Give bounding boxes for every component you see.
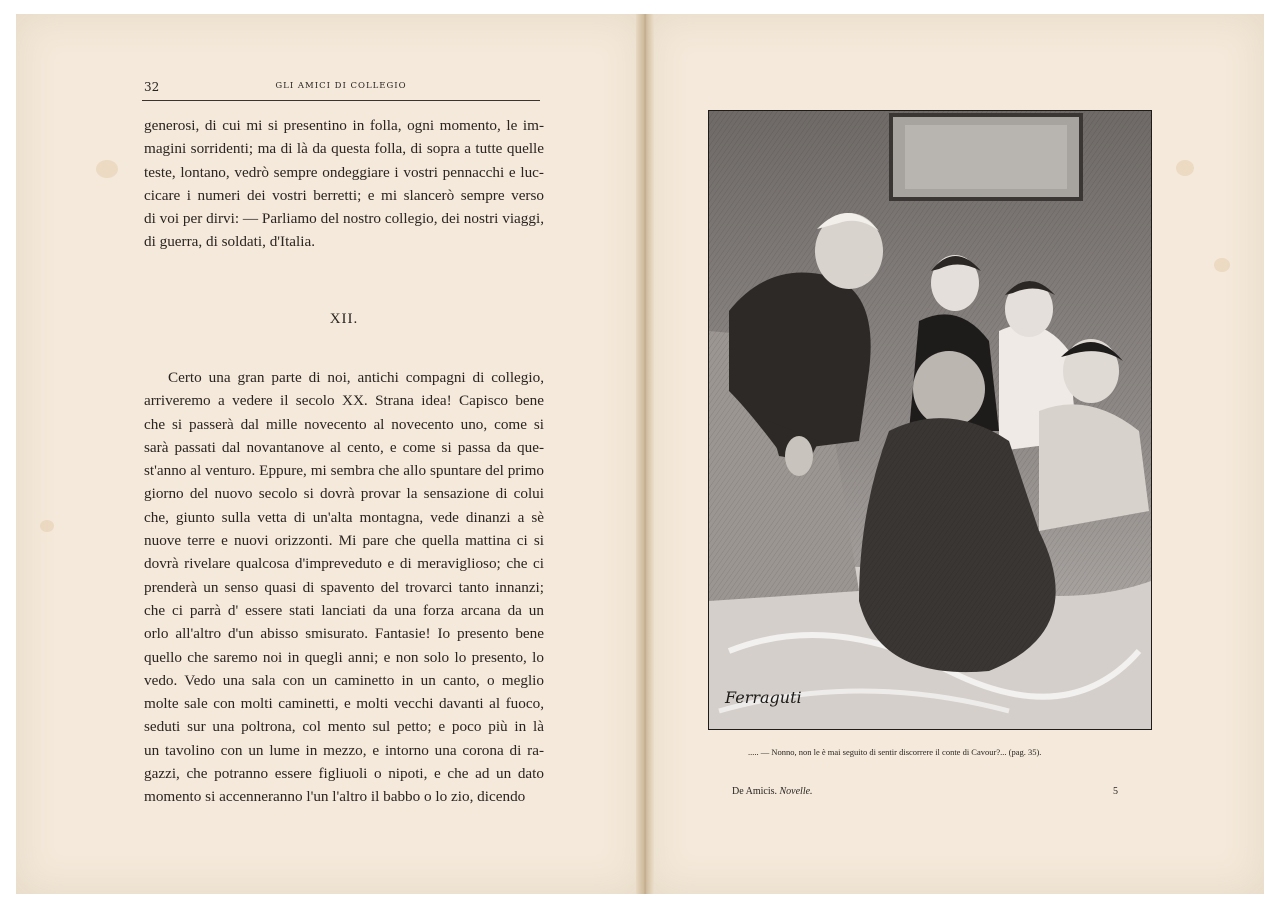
text-line: generosi, di cui mi si presentino in folla, ogni momento, le im- <box>144 117 544 134</box>
text-line: quello che saremo noi in quegli anni; e non solo lo presento, lo <box>144 648 544 666</box>
page-header <box>142 70 540 101</box>
foxing-stain <box>1214 258 1230 272</box>
text-line: nuove terre e nuovi orizzonti. Mi pare che quella mattina ci si <box>144 532 544 550</box>
text-line: un tavolino con un lume in mezzo, e intorno una corona di ra- <box>144 741 544 759</box>
publisher-line <box>732 786 813 797</box>
text-line: che ci parrà d' essere stati lanciati da una forza arcana da un <box>144 601 544 619</box>
text-line: giorno del nuovo secolo si dovrà provar la sensazione di colui <box>144 485 544 503</box>
text-line: molte sale con molti caminetti, e molti vecchi davanti al fuoco, <box>144 695 544 713</box>
text-line: cicare i numeri dei vostri berretti; e mi slancerò sempre verso <box>144 186 544 204</box>
artist-signature: Ferraguti <box>725 688 802 707</box>
text-line: st'anno al venturo. Eppure, mi sembra che allo spuntare del primo <box>144 462 544 480</box>
illustration-plate <box>708 110 1152 730</box>
publisher-author: De Amicis. <box>732 786 777 797</box>
text-line: che si passerà dal mille novecento al novecento uno, come si <box>144 415 544 433</box>
text-line: magini sorridenti; ma di là da questa folla, di sopra a tutte quelle <box>144 140 544 158</box>
book-gutter <box>636 14 654 894</box>
illustration-caption: ..... — Nonno, non le è mai seguito di sentir discorrere il conte di Cavour?... (pag. 35). <box>748 747 1042 757</box>
text-line: Certo una gran parte di noi, antichi compagni di collegio, <box>168 369 544 386</box>
text-line: momento si accenneranno l'un l'altro il babbo o lo zio, dicendo <box>144 788 526 806</box>
text-line: vedo. Vedo una sala con un caminetto in un canto, o meglio <box>144 671 544 689</box>
paragraph-2 <box>144 366 544 809</box>
text-line: seduti sur una poltrona, col mento sul petto; e poco più in là <box>144 718 544 736</box>
text-line: sarà passati dal novantanove al cento, e come si passa da que- <box>144 438 544 456</box>
paragraph-1 <box>144 114 544 254</box>
text-line: di guerra, di soldati, d'Italia. <box>144 233 316 251</box>
text-line: gazzi, che potranno essere figliuoli o nipoti, e che ad un dato <box>144 765 544 783</box>
text-line: che, giunto sulla vetta di un'alta montagna, vede dinanzi a sè <box>144 508 544 526</box>
chapter-heading: XII. <box>329 311 359 327</box>
text-line: prenderà un senso quasi di spavento del trovarci tanto innanzi; <box>144 578 544 596</box>
text-line: teste, lontano, vedrò sempre ondeggiare i vostri pennacchi e luc- <box>144 163 544 181</box>
folio-number: 5 <box>1113 786 1118 797</box>
text-line: arriveremo a vedere il secolo XX. Strana idea! Capisco bene <box>144 392 544 410</box>
foxing-stain <box>96 160 118 178</box>
engraving-illustration <box>709 111 1151 729</box>
foxing-stain <box>1176 160 1194 176</box>
text-line: dovrà rivelare qualcosa d'impreveduto e di meraviglioso; che ci <box>144 555 544 573</box>
text-line: orlo all'altro d'un abisso smisurato. Fantasie! Io presento bene <box>144 625 544 643</box>
running-head: GLI AMICI DI COLLEGIO <box>275 81 407 91</box>
page-number: 32 <box>144 80 160 94</box>
foxing-stain <box>40 520 54 532</box>
publisher-title: Novelle. <box>779 786 813 797</box>
text-line: di voi per dirvi: — Parliamo del nostro collegio, dei nostri viaggi, <box>144 210 544 228</box>
